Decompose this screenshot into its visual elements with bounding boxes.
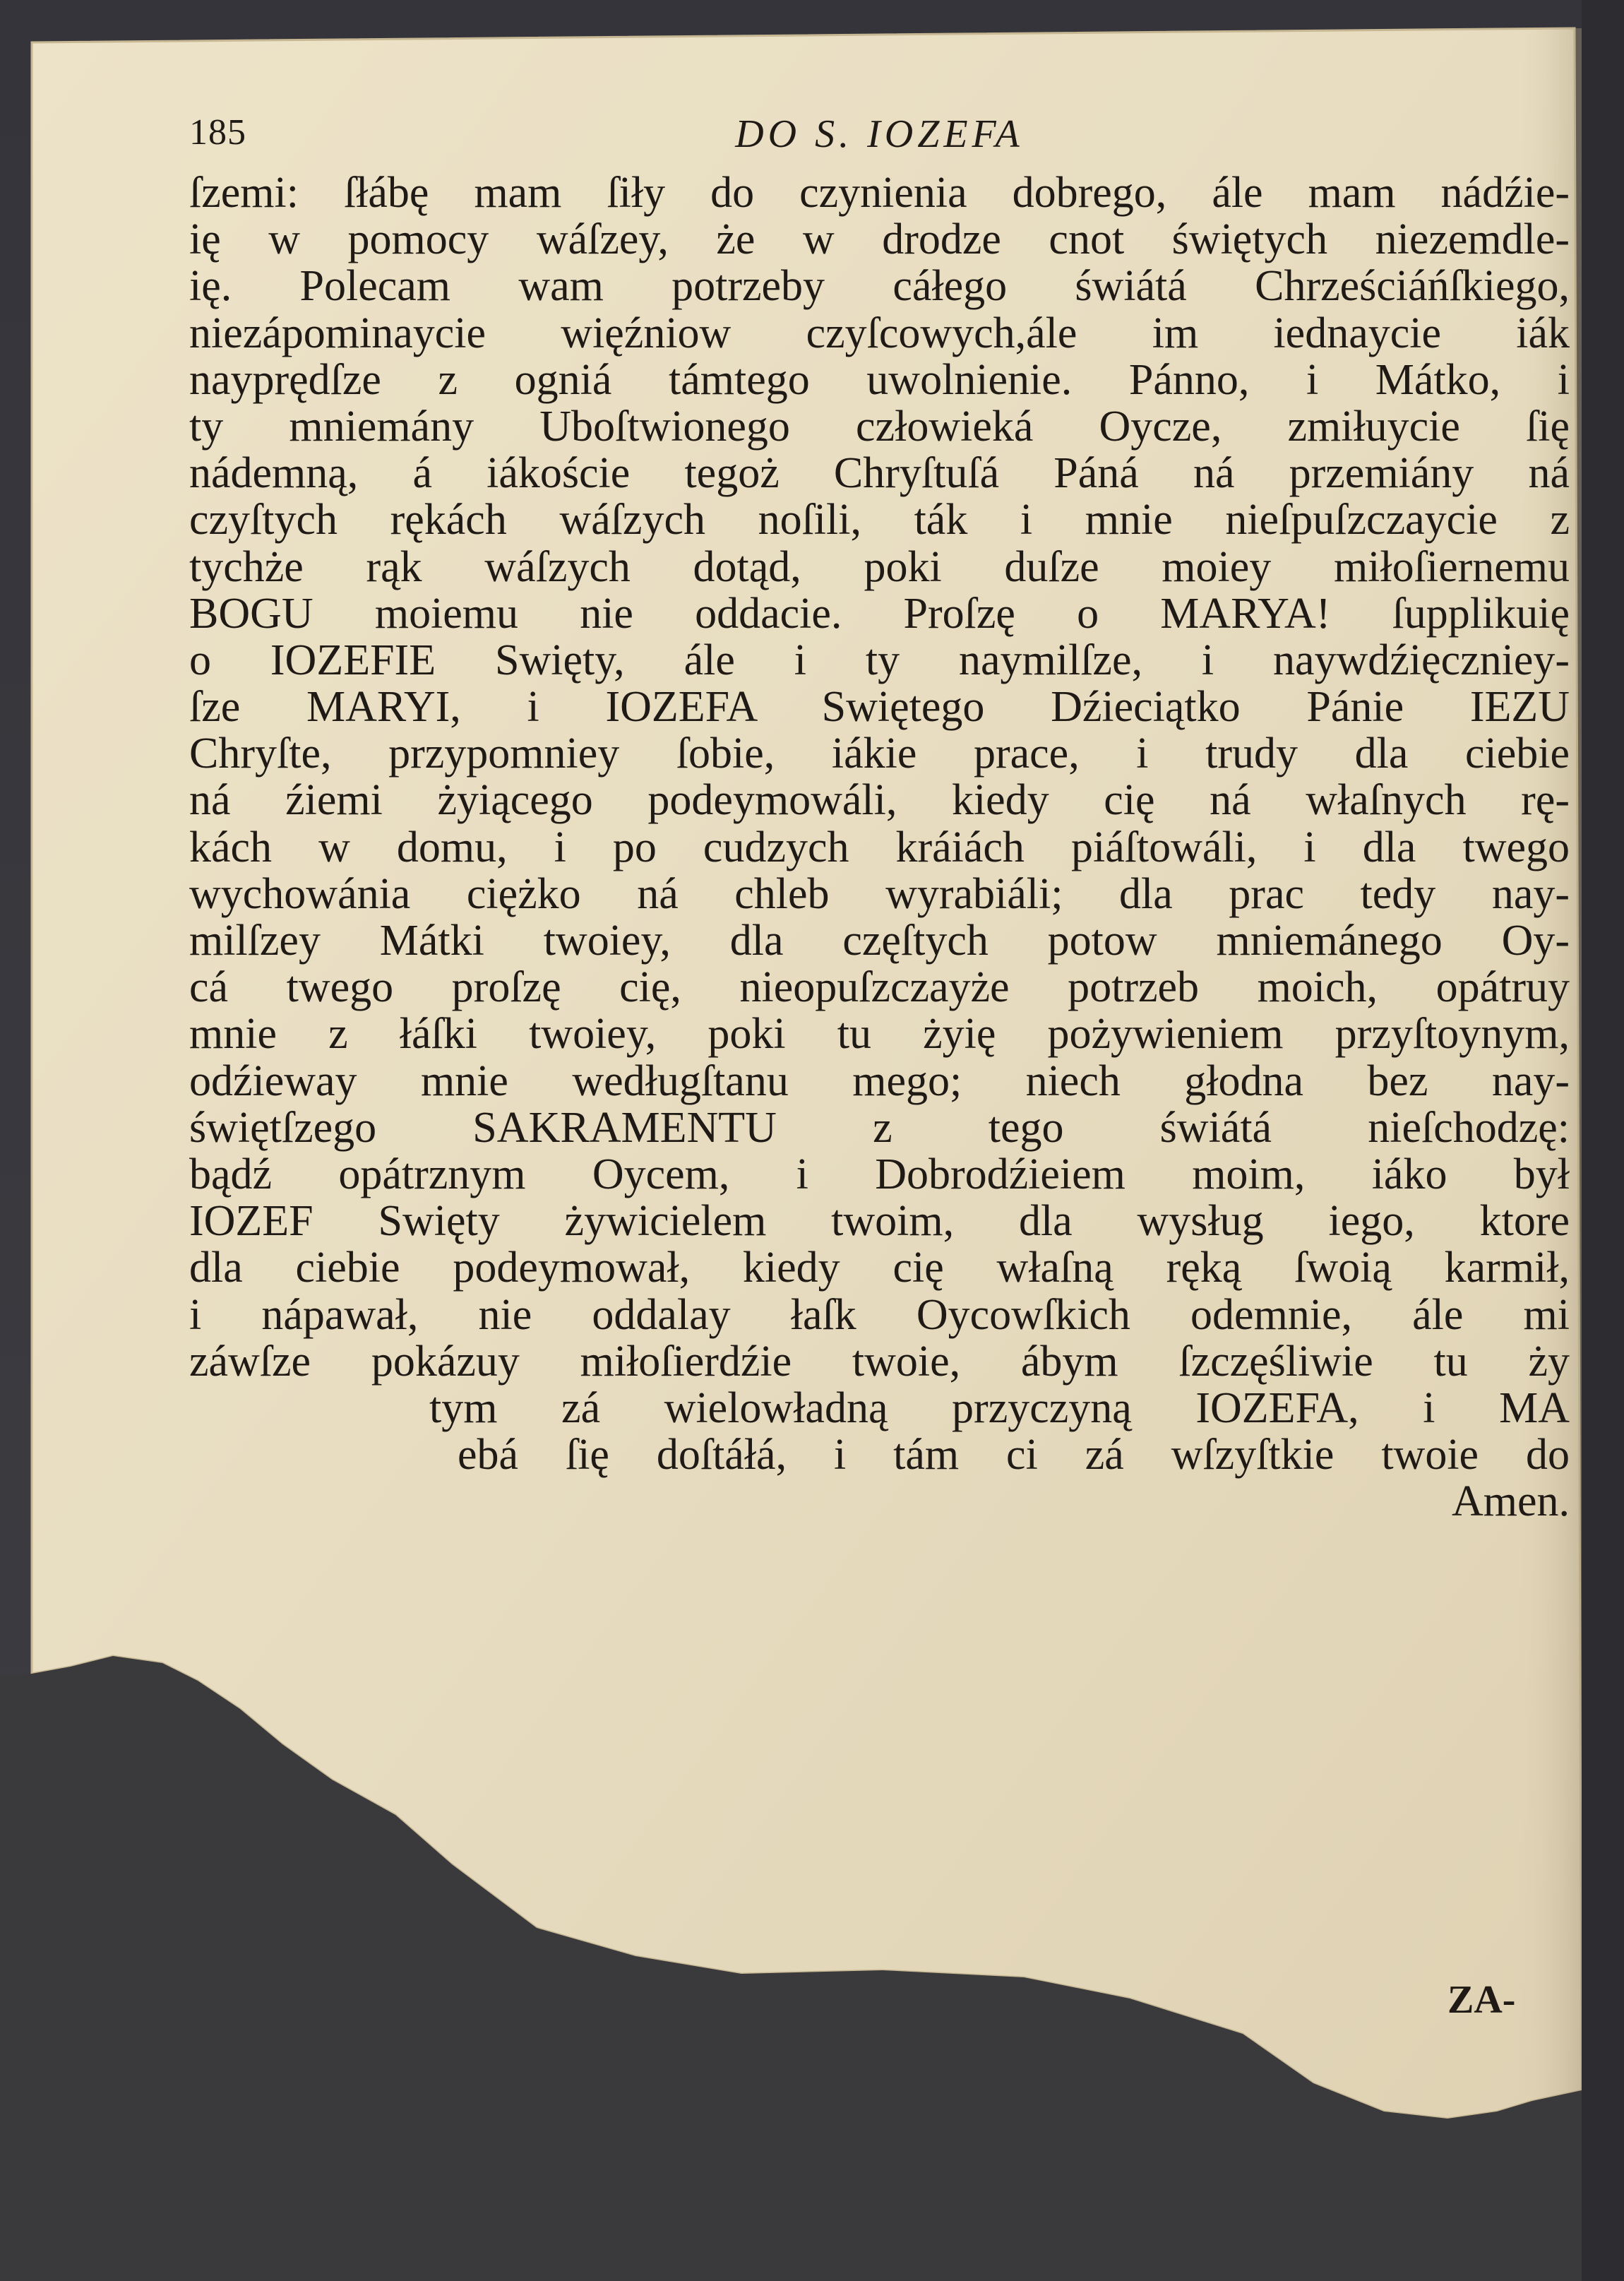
text-line: nádemną, á iákoście tegoż Chryſtuſá Páná ná przemiány ná (189, 449, 1570, 498)
text-line: ſzemi: ſłábę mam ſiły do czynienia dobrego, ále mam nádźie- (189, 169, 1570, 217)
catchword: ZA- (1447, 1978, 1516, 2022)
text-line: tychże rąk wáſzych dotąd, poki duſze moiey miłoſiernemu (189, 542, 1570, 591)
text-line: nayprędſze z ogniá támtego uwolnienie. Pánno, i Mátko, i (189, 355, 1570, 404)
running-title: DO S. IOZEFA (735, 112, 1024, 156)
text-line: ty mniemány Uboſtwionego człowieká Oycze, zmiłuycie ſię (189, 402, 1570, 451)
text-line: mnie z łáſki twoiey, poki tu żyię pożywieniem przyſtoynym, (189, 1010, 1570, 1059)
text-line: czyſtych rękách wáſzych noſili, ták i mnie nieſpuſzczaycie z (189, 496, 1570, 544)
text-line: dla ciebie podeymował, kiedy cię właſną ręką ſwoią karmił, (189, 1244, 1570, 1292)
text-line: kách w domu, i po cudzych kráiách piáſtowáli, i dla twego (189, 823, 1570, 871)
text-line: o IOZEFIE Swięty, ále i ty naymilſze, i naywdźięczniey- (189, 636, 1570, 684)
text-line: tym zá wielowładną przyczyną IOZEFA, i MA (429, 1383, 1570, 1432)
text-line: ię w pomocy wáſzey, że w drodze cnot świętych niezemdle- (189, 215, 1570, 264)
text-line: i nápawał, nie oddalay łaſk Oycowſkich odemnie, ále mi (189, 1290, 1570, 1339)
text-line: odźieway mnie wedługſtanu mego; niech głodna bez nay- (189, 1056, 1570, 1105)
text-line: ebá ſię doſtáłá, i tám ci zá wſzyſtkie twoie do (458, 1431, 1570, 1479)
text-line: ſze MARYI, i IOZEFA Swiętego Dźieciątko Pánie IEZU (189, 683, 1570, 732)
text-line: IOZEF Swięty żywicielem twoim, dla wysług iego, ktore (189, 1197, 1570, 1246)
text-line: wychowánia ciężko ná chleb wyrabiáli; dla prac tedy nay- (189, 869, 1570, 918)
text-line: ię. Polecam wam potrzeby cáłego świátá Chrześciáńſkiego, (189, 262, 1570, 311)
text-line: Chryſte, przypomniey ſobie, iákie prace, i trudy dla ciebie (189, 729, 1570, 778)
text-line: milſzey Mátki twoiey, dla częſtych potow mniemánego Oy- (189, 917, 1570, 965)
text-line: świętſzego SAKRAMENTU z tego świátá nieſchodzę: (189, 1103, 1570, 1152)
text-line: bądź opátrznym Oycem, i Dobrodźieiem moim, iáko był (189, 1150, 1570, 1198)
text-line: záwſze pokázuy miłoſierdźie twoie, ábym ſzczęśliwie tu ży (189, 1337, 1570, 1386)
text-line: ná źiemi żyiącego podeymowáli, kiedy cię ná właſnych rę- (189, 776, 1570, 825)
text-line: cá twego proſzę cię, nieopuſzczayże potrzeb moich, opátruy (189, 963, 1570, 1012)
text-line: niezápominaycie więźniow czyſcowych,ále im iednaycie iák (189, 309, 1570, 357)
text-line: Amen. (1451, 1477, 1570, 1526)
text-line: BOGU moiemu nie oddacie. Proſzę o MARYA! ſupplikuię (189, 589, 1570, 638)
page-number: 185 (189, 112, 246, 153)
